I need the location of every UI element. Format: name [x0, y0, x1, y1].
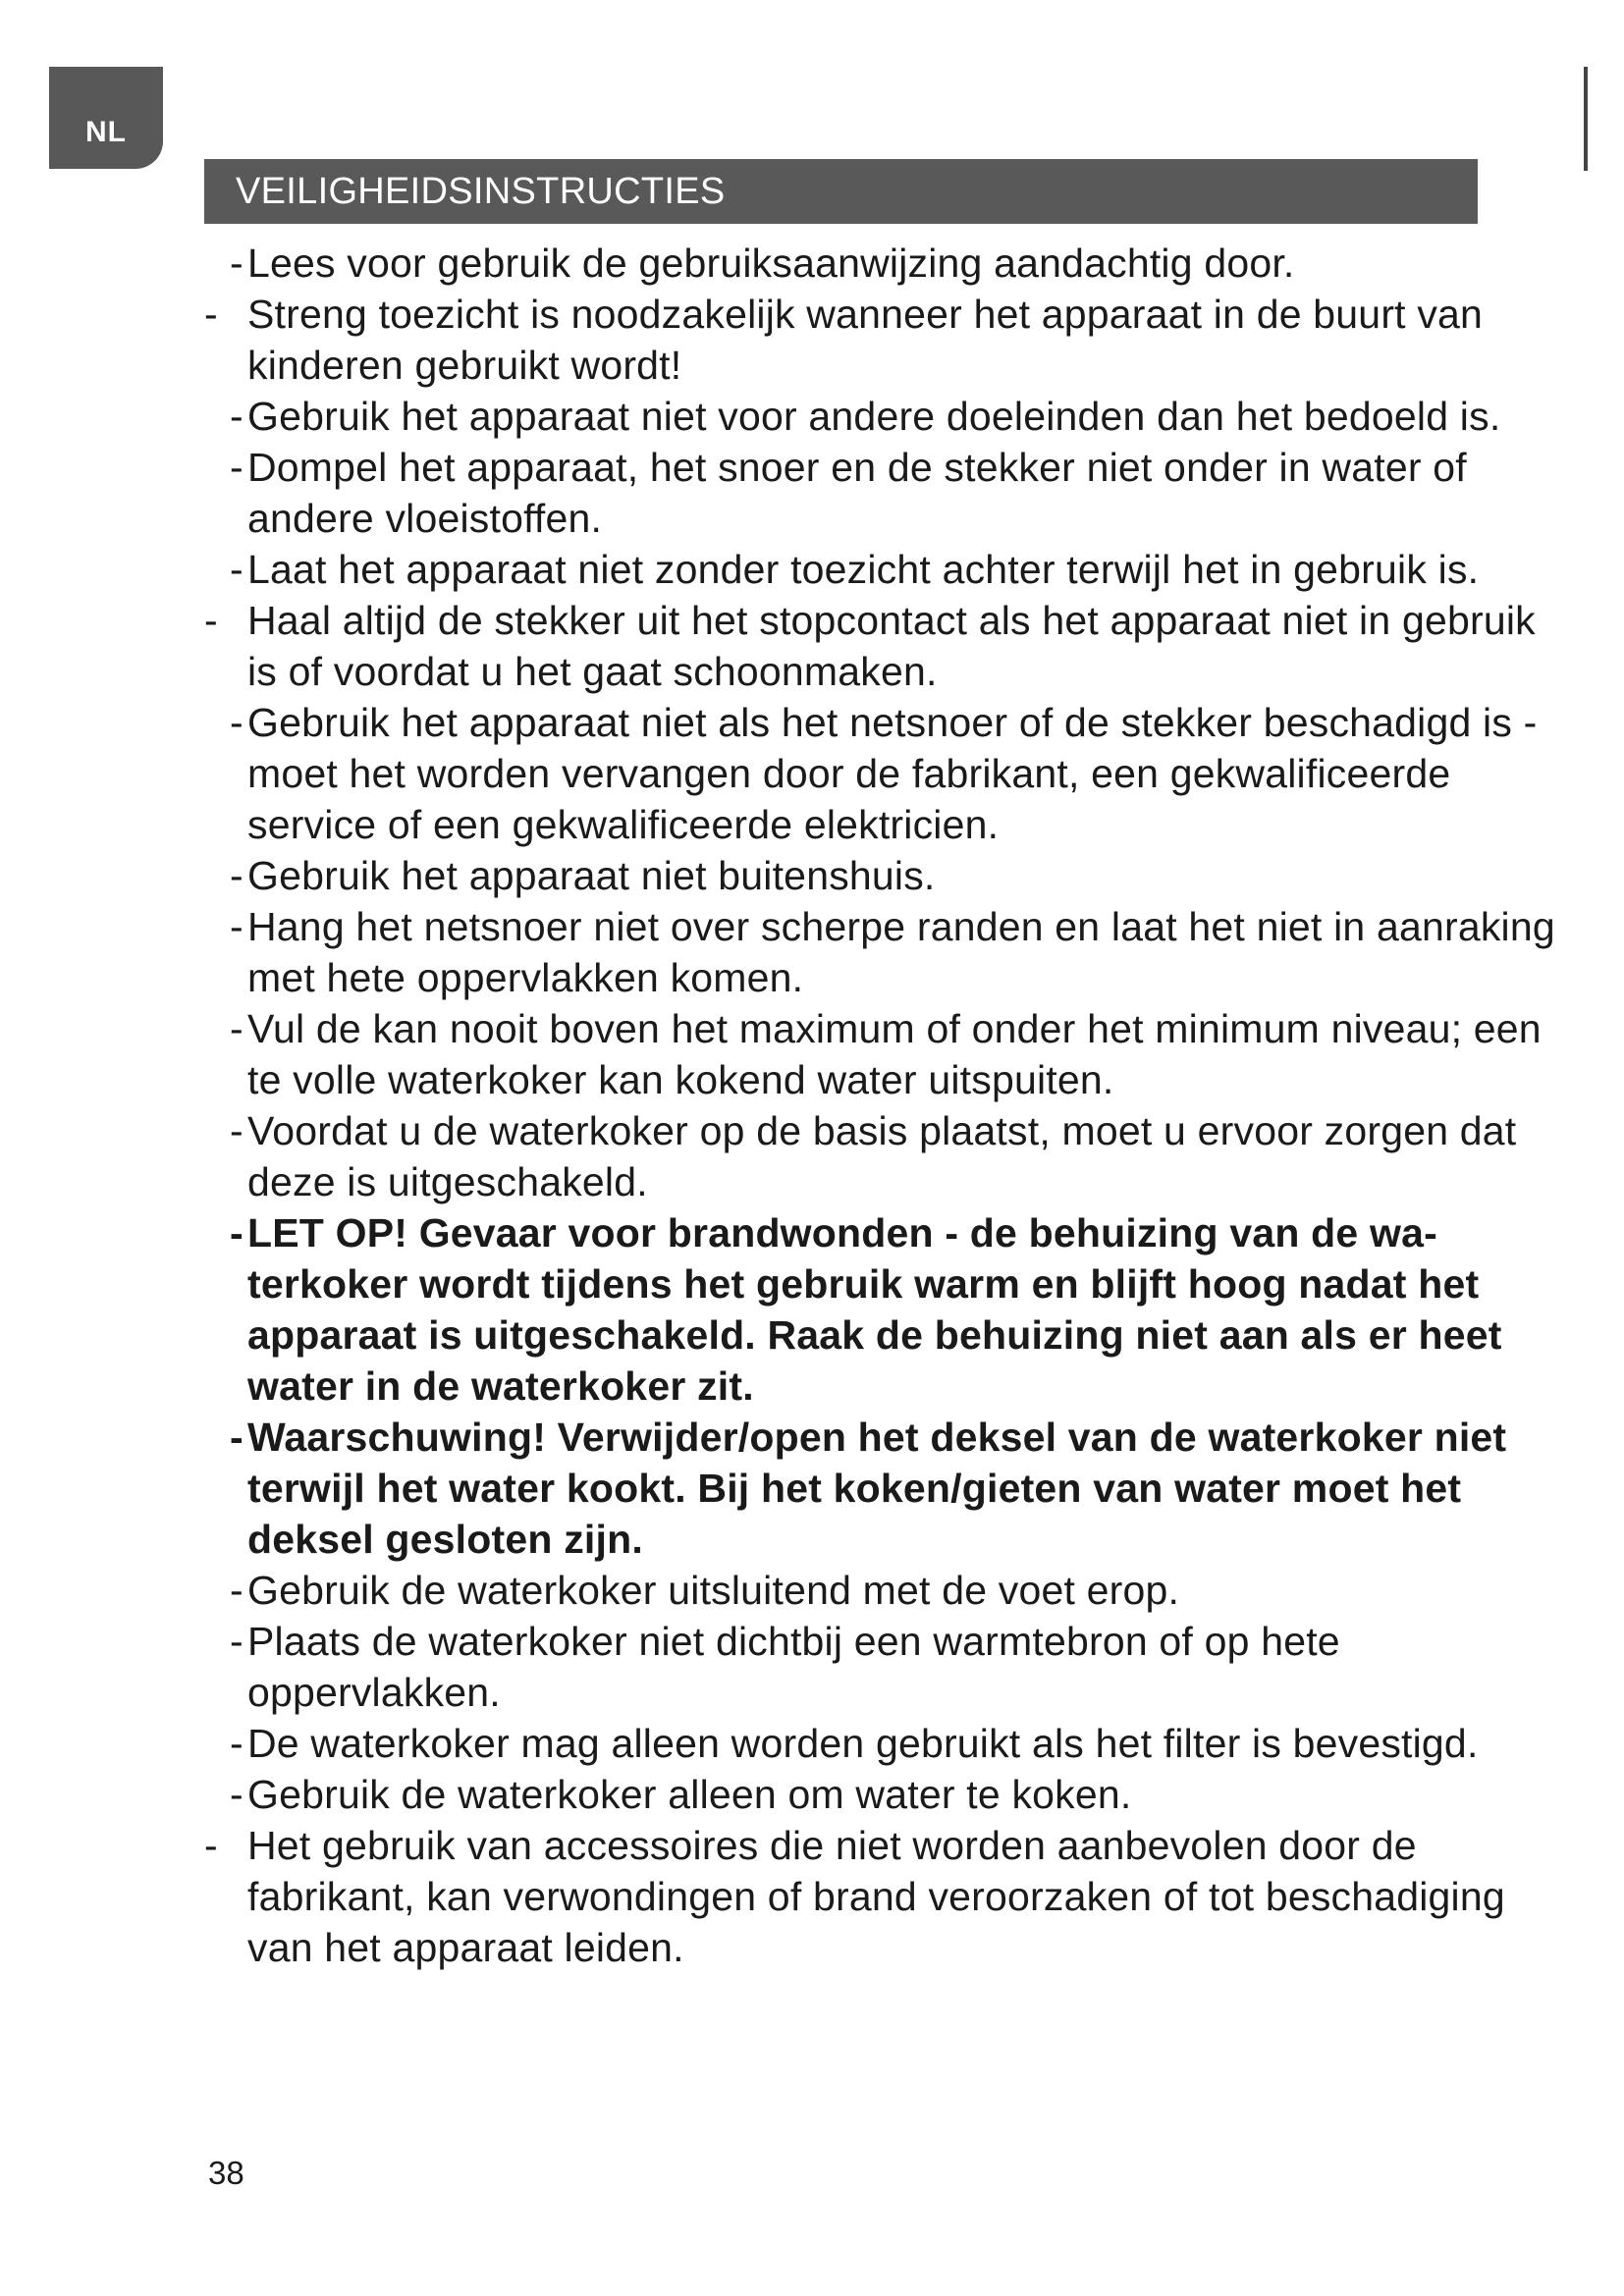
warning-item [0, 1412, 1624, 1565]
item-dash: - [230, 394, 244, 439]
item-text: Het gebruik van accessoires die niet worden aanbevolen door de fabrikant, kan verwondingen of brand veroorzaken of tot beschadiging van het apparaat leiden. [247, 1823, 1505, 1970]
item-dash: - [230, 547, 244, 592]
instruction-item [0, 697, 1624, 850]
item-dash: - [230, 445, 244, 490]
warning-item [0, 1207, 1624, 1412]
item-text: Waarschuwing! Verwijder/open het deksel van de waterkoker niet terwijl het water kookt. Bij het koken/gieten van water moet het deksel gesloten zijn. [247, 1415, 1507, 1562]
instruction-item [0, 238, 1624, 289]
language-label: NL [85, 116, 127, 148]
instruction-item [0, 901, 1624, 1003]
item-dash: - [230, 1619, 244, 1664]
item-dash: - [230, 1721, 244, 1766]
instruction-item [0, 442, 1624, 544]
item-dash: - [230, 240, 244, 286]
instruction-item [0, 1616, 1624, 1718]
item-text: Gebruik de waterkoker uitsluitend met de voet erop. [247, 1568, 1180, 1613]
instruction-item [0, 1003, 1624, 1105]
section-header [204, 159, 1478, 224]
item-text: Lees voor gebruik de gebruiksaanwijzing aandachtig door. [247, 240, 1295, 286]
instruction-item [0, 1820, 1624, 1973]
page-number: 38 [208, 2155, 244, 2191]
item-text: Gebruik het apparaat niet voor andere doeleinden dan het bedoeld is. [247, 394, 1501, 439]
instruction-item [0, 1565, 1624, 1616]
item-text: Streng toezicht is noodzakelijk wanneer het apparaat in de buurt van kinderen gebruikt wordt! [247, 292, 1484, 388]
item-dash: - [204, 292, 218, 337]
instruction-item [0, 1105, 1624, 1207]
instruction-item [0, 1769, 1624, 1820]
item-text: Gebruik het apparaat niet als het netsnoer of de stekker beschadigd is - moet het worden vervangen door de fabrikant, een gekwalificeerde service of een gekwalificeerde elektricien. [247, 700, 1538, 847]
item-dash: - [230, 904, 244, 949]
item-text: De waterkoker mag alleen worden gebruikt als het filter is bevestigd. [247, 1721, 1479, 1766]
top-right-rule [1584, 67, 1588, 171]
instruction-item [0, 850, 1624, 901]
item-dash: - [230, 1006, 244, 1051]
instruction-list [0, 238, 1624, 1973]
item-dash: - [230, 1108, 244, 1153]
item-text: Haal altijd de stekker uit het stopcontact als het apparaat niet in gebruik is of voordat u het gaat schoonmaken. [247, 598, 1536, 694]
instruction-item [0, 544, 1624, 595]
item-text: LET OP! Gevaar voor brandwonden - de behuizing van de waterkoker wordt tijdens het gebruik warm en blijft hoog nadat het apparaat is uitgeschakeld. Raak de behuizing niet aan als er heet water in de waterkoker zit. [247, 1210, 1502, 1409]
instruction-item [0, 289, 1624, 391]
item-text: Dompel het apparaat, het snoer en de stekker niet onder in water of andere vloeistoffen. [247, 445, 1467, 541]
item-dash: - [230, 700, 244, 745]
item-text: Gebruik de waterkoker alleen om water te koken. [247, 1772, 1132, 1817]
item-text: Voordat u de waterkoker op de basis plaatst, moet u ervoor zorgen dat deze is uitgeschakeld. [247, 1108, 1517, 1204]
item-text: Laat het apparaat niet zonder toezicht achter terwijl het in gebruik is. [247, 547, 1480, 592]
item-dash: - [230, 1210, 244, 1255]
item-text: Gebruik het apparaat niet buitenshuis. [247, 853, 936, 898]
item-dash: - [204, 598, 218, 643]
instruction-item [0, 1718, 1624, 1769]
item-dash: - [204, 1823, 218, 1868]
section-title: VEILIGHEIDSINSTRUCTIES [236, 171, 726, 212]
instruction-item [0, 595, 1624, 697]
item-text: Plaats de waterkoker niet dichtbij een warmtebron of op hete oppervlakken. [247, 1619, 1340, 1715]
item-dash: - [230, 1415, 244, 1460]
language-tab [49, 67, 163, 169]
item-dash: - [230, 853, 244, 898]
item-text: Vul de kan nooit boven het maximum of onder het minimum niveau; een te volle waterkoker kan kokend water uitspuiten. [247, 1006, 1542, 1102]
item-dash: - [230, 1568, 244, 1613]
item-text: Hang het netsnoer niet over scherpe randen en laat het niet in aanraking met hete oppervlakken komen. [247, 904, 1555, 1000]
item-dash: - [230, 1772, 244, 1817]
instruction-item [0, 391, 1624, 442]
